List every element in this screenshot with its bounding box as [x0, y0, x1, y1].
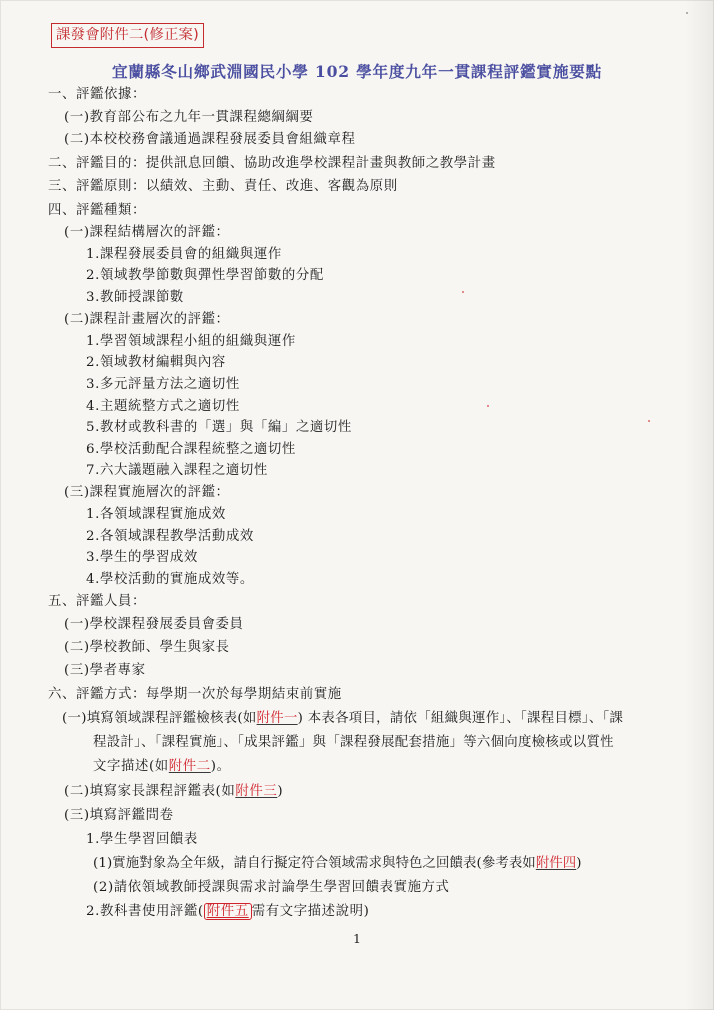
item-a-text-post: ) 本表各項目，請依「組織與運作」、「課程目標」、「課: [297, 711, 624, 726]
attachment-stamp: 課發會附件二(修正案): [51, 23, 204, 48]
list-item: 1.學習領域課程小組的組織與運作: [86, 334, 296, 349]
list-item: 3.學生的學習成效: [86, 550, 198, 565]
section-6-item-b: [64, 783, 283, 801]
list-item: 2.各領域課程教學活動成效: [86, 529, 254, 544]
section-heading-5: 五、評鑑人員：: [48, 594, 146, 609]
attachment-3-link[interactable]: 附件三: [235, 784, 278, 799]
section-heading-3: 三、評鑑原則：以績效、主動、責任、改進、客觀為原則: [48, 179, 398, 194]
list-item: 6.學校活動配合課程統整之適切性: [86, 442, 296, 457]
list-item: 3.教師授課節數: [86, 290, 184, 305]
section-1-item-2: (二)本校校務會議通過課程發展委員會組織章程: [64, 132, 356, 147]
list-item: (二)學校教師、學生與家長: [64, 640, 230, 655]
section-heading-1: 一、評鑑依據：: [48, 87, 146, 102]
attachment-2-link[interactable]: 附件二: [168, 759, 211, 774]
item-b-text-post: ): [277, 784, 284, 799]
item-a-line-2: 程設計」、「課程實施」、「成果評鑑」與「課程發展配套措施」等六個向度檢核或以質性: [93, 735, 614, 750]
list-item: 1.課程發展委員會的組織與運作: [86, 247, 282, 262]
scan-speck: [686, 12, 688, 14]
section-6-item-a: [62, 710, 623, 728]
scan-speck: [648, 420, 650, 422]
list-item: 7.六大議題融入課程之適切性: [86, 463, 268, 478]
page-number: 1: [353, 931, 361, 946]
item-a-text: (一)填寫領域課程評鑑檢核表(如: [62, 711, 257, 726]
section-heading-4: 四、評鑑種類：: [48, 203, 146, 218]
item-a-line-3-pre: 文字描述(如: [93, 759, 169, 774]
item-c-sub-1b: (2)請依領域教師授課與需求討論學生學習回饋表實施方式: [93, 880, 450, 895]
page-shadow-edge: [684, 0, 714, 1010]
item-c-sub-1: 1.學生學習回饋表: [86, 832, 198, 847]
item-c-sub-2: [86, 903, 369, 921]
section-heading-2: 二、評鑑目的：提供訊息回饋、協助改進學校課程計畫與教師之教學計畫: [48, 156, 496, 171]
item-c-sub-1a: [93, 855, 582, 873]
attachment-5-link[interactable]: 附件五: [204, 903, 252, 920]
list-item: 5.教材或教科書的「選」與「編」之適切性: [86, 420, 352, 435]
page-title: 宜蘭縣冬山鄉武淵國民小學 102 學年度九年一貫課程評鑑實施要點: [111, 62, 603, 81]
section-heading-6: 六、評鑑方式：每學期一次於每學期結束前實施: [48, 687, 342, 702]
list-item: 2.領域教學節數與彈性學習節數的分配: [86, 268, 324, 283]
list-item: 4.主題統整方式之適切性: [86, 399, 240, 414]
item-c-sub-1a-pre: (1)實施對象為全年級，請自行擬定符合領域需求與特色之回饋表(參考表如: [93, 856, 536, 871]
section-4-group-3-label: (三)課程實施層次的評鑑：: [64, 485, 230, 500]
item-c-sub-2-post: 需有文字描述說明): [251, 904, 370, 919]
attachment-4-link[interactable]: 附件四: [535, 856, 577, 871]
item-a-line-3-post: )。: [210, 759, 231, 774]
item-b-text: (二)填寫家長課程評鑑表(如: [64, 784, 236, 799]
section-1-item-1: (一)教育部公布之九年一貫課程總綱綱要: [64, 110, 314, 125]
scan-speck: [487, 405, 489, 407]
attachment-1-link[interactable]: 附件一: [256, 711, 298, 726]
section-4-group-2-label: (二)課程計畫層次的評鑑：: [64, 312, 230, 327]
section-4-group-1-label: (一)課程結構層次的評鑑：: [64, 225, 230, 240]
list-item: 3.多元評量方法之適切性: [86, 377, 240, 392]
list-item: (一)學校課程發展委員會委員: [64, 617, 244, 632]
list-item: 2.領域教材編輯與內容: [86, 355, 226, 370]
item-a-line-3: [93, 758, 231, 776]
scan-speck: [462, 291, 464, 293]
item-c-sub-2-pre: 2.教科書使用評鑑(: [86, 904, 204, 919]
list-item: 1.各領域課程實施成效: [86, 507, 226, 522]
list-item: 4.學校活動的實施成效等。: [86, 572, 254, 587]
section-6-item-c: (三)填寫評鑑問卷: [64, 808, 174, 823]
item-c-sub-1a-post: ): [576, 856, 582, 871]
list-item: (三)學者專家: [64, 663, 146, 678]
